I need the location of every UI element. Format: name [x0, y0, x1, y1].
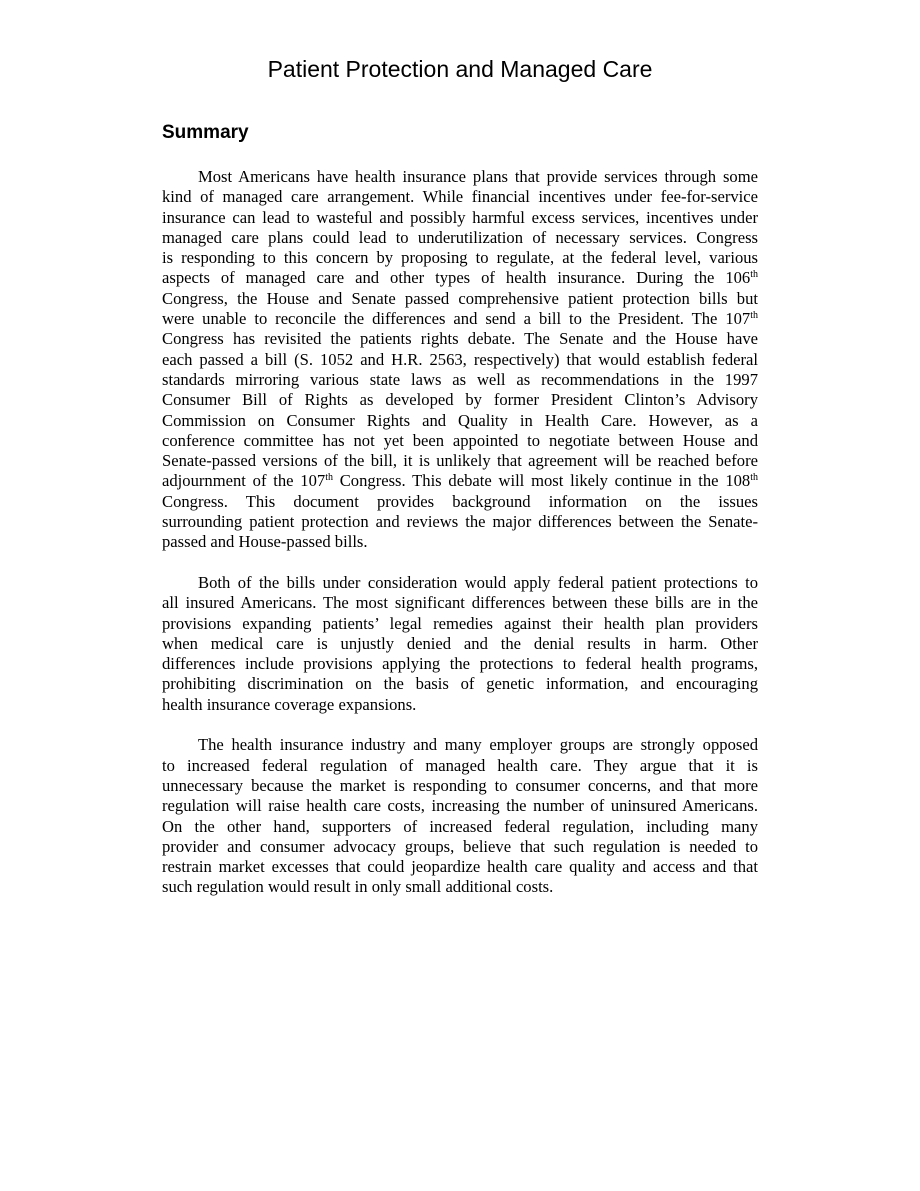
- ordinal-superscript: th: [750, 310, 758, 322]
- paragraph-line: provider and consumer advocacy groups, believe that such regulation is needed to: [162, 836, 758, 856]
- paragraph-line: differences include provisions applying the protections to federal health programs,: [162, 654, 758, 674]
- paragraph-line: Senate-passed versions of the bill, it is unlikely that agreement will be reached before: [162, 451, 758, 471]
- paragraph-line: Commission on Consumer Rights and Quality in Health Care. However, as a: [162, 410, 758, 430]
- summary-paragraph: [162, 573, 758, 715]
- paragraph-line: Congress has revisited the patients rights debate. The Senate and the House have: [162, 329, 758, 349]
- paragraph-line: all insured Americans. The most significant differences between these bills are in the: [162, 593, 758, 613]
- paragraph-line: health insurance coverage expansions.: [162, 694, 417, 714]
- paragraph-line: [162, 471, 758, 491]
- summary-paragraph: [162, 735, 758, 897]
- paragraph-line: restrain market excesses that could jeopardize health care quality and access and that: [162, 857, 758, 877]
- paragraph-line: managed care plans could lead to underutilization of necessary services. Congress: [162, 227, 758, 247]
- summary-body: [162, 167, 758, 918]
- paragraph-line: Both of the bills under consideration would apply federal patient protections to: [198, 572, 758, 592]
- paragraph-line: surrounding patient protection and reviews the major differences between the Senate-: [162, 512, 758, 532]
- ordinal-superscript: th: [750, 472, 758, 484]
- section-heading-summary: Summary: [162, 122, 249, 143]
- line-text: adjournment of the 107: [162, 471, 326, 491]
- summary-paragraph: [162, 167, 758, 553]
- paragraph-line: each passed a bill (S. 1052 and H.R. 2563, respectively) that would establish federal: [162, 349, 758, 369]
- paragraph-line: standards mirroring various state laws as well as recommendations in the 1997: [162, 369, 758, 389]
- paragraph-line: Most Americans have health insurance plans that provide services through some: [198, 167, 758, 186]
- paragraph-line: passed and House-passed bills.: [162, 532, 368, 552]
- line-text: Congress. This debate will most likely continue in the 108: [332, 471, 751, 491]
- paragraph-line: provisions expanding patients’ legal remedies against their health plan providers: [162, 613, 758, 633]
- ordinal-superscript: th: [750, 269, 758, 281]
- paragraph-line: conference committee has not yet been appointed to negotiate between House and: [162, 430, 758, 450]
- paragraph-line: when medical care is unjustly denied and the denial results in harm. Other: [162, 633, 758, 653]
- paragraph-line: [162, 268, 758, 288]
- paragraph-line: Congress. This document provides background information on the issues: [162, 491, 758, 511]
- paragraph-line: [162, 309, 758, 329]
- paragraph-line: prohibiting discrimination on the basis of genetic information, and encouraging: [162, 674, 758, 694]
- ordinal-superscript: th: [325, 472, 333, 484]
- paragraph-line: Consumer Bill of Rights as developed by former President Clinton’s Advisory: [162, 390, 758, 410]
- paragraph-line: is responding to this concern by proposing to regulate, at the federal level, various: [162, 248, 758, 268]
- paragraph-line: to increased federal regulation of managed health care. They argue that it is: [162, 755, 758, 775]
- line-text: were unable to reconcile the differences and send a bill to the President. The 107: [162, 309, 751, 329]
- paragraph-line: On the other hand, supporters of increased federal regulation, including many: [162, 816, 758, 836]
- paragraph-line: such regulation would result in only small additional costs.: [162, 877, 554, 897]
- paragraph-line: insurance can lead to wasteful and possibly harmful excess services, incentives under: [162, 207, 758, 227]
- paragraph-line: The health insurance industry and many employer groups are strongly opposed: [198, 735, 758, 755]
- paragraph-line: regulation will raise health care costs, increasing the number of uninsured Americans.: [162, 796, 758, 816]
- document-title: Patient Protection and Managed Care: [267, 56, 653, 82]
- paragraph-line: unnecessary because the market is responding to consumer concerns, and that more: [162, 775, 758, 795]
- paragraph-line: Congress, the House and Senate passed comprehensive patient protection bills but: [162, 288, 758, 308]
- paragraph-line: kind of managed care arrangement. While financial incentives under fee-for-service: [162, 187, 758, 207]
- line-text: aspects of managed care and other types of health insurance. During the 106: [162, 268, 751, 288]
